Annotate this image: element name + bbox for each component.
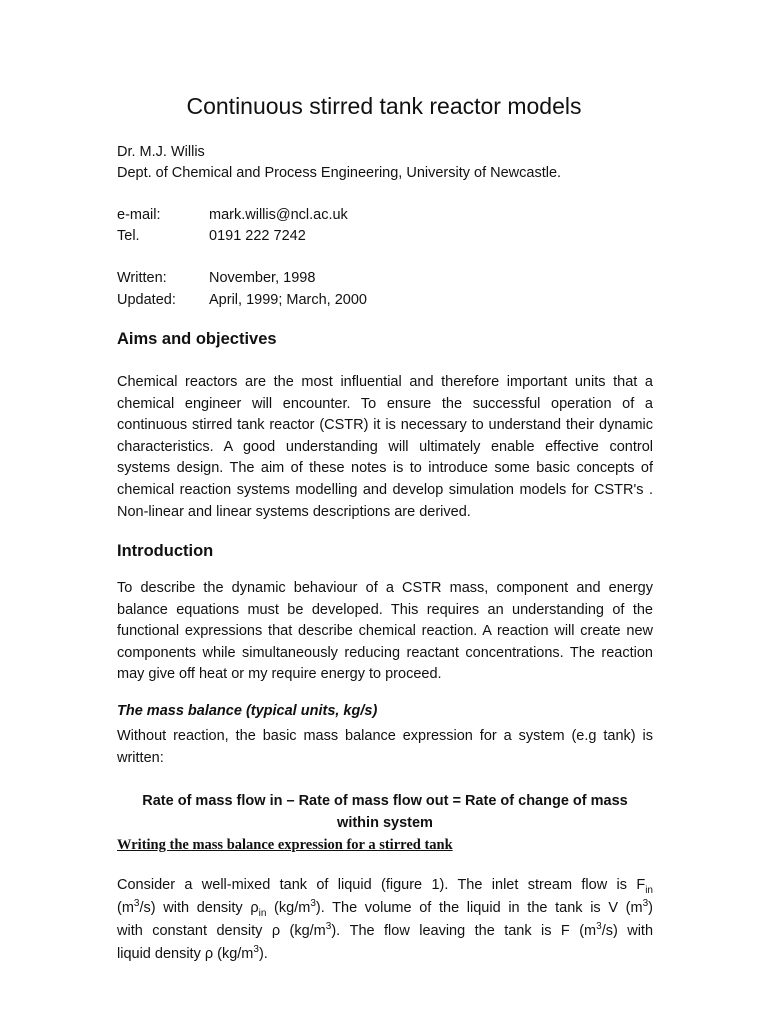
aims-paragraph: Chemical reactors are the most influential and therefore important units that a chemical engineer will encounter. To ensure the successful operation of a continuous stirred tank reactor (CSTR) it is necessary to understand their dynamic characteristics. A good understanding will ultimately enable effective control systems design. The aim of these notes is to introduce some basic concepts of chemical reaction systems modelling and develop simulation models for CSTR's . Non-linear and linear systems descriptions are derived. — [117, 374, 653, 520]
stirred-tank-paragraph — [117, 874, 653, 966]
paragraph-line: $(m^3/s)$ with density $\rho_{in}$ $(kg/m^3)$. The volume of the liquid in the tank is V $(m^3)$ — [117, 898, 653, 919]
introduction-heading: Introduction — [117, 542, 214, 560]
email-value: mark.willis@ncl.ac.uk — [209, 207, 348, 223]
aims-heading: Aims and objectives — [117, 330, 277, 348]
introduction-paragraph: To describe the dynamic behaviour of a CSTR mass, component and energy balance equations must be developed. This requires an understanding of the functional expressions that describe chemical reaction. A reaction will create new components while simultaneously reducing reactant concentrations. The reaction may give off heat or my require energy to proceed. — [117, 580, 653, 683]
stirred-tank-heading: Writing the mass balance expression for a stirred tank — [117, 837, 453, 853]
document-title: Continuous stirred tank reactor models — [186, 93, 582, 119]
paragraph-line: Consider a well-mixed tank of liquid (figure 1). The inlet stream flow is $F_{in}$ — [117, 877, 653, 896]
tel-label: Tel. — [117, 228, 140, 244]
written-label: Written: — [117, 270, 167, 286]
updated-value: April, 1999; March, 2000 — [209, 292, 367, 308]
paragraph-line: liquid density ρ $(kg/m^3)$. — [117, 944, 268, 962]
written-value: November, 1998 — [209, 270, 316, 286]
email-label: e-mail: — [117, 207, 161, 223]
tel-value: 0191 222 7242 — [209, 228, 306, 244]
equation-line-1: Rate of mass flow in – Rate of mass flow out = Rate of change of mass — [142, 793, 628, 809]
department: Dept. of Chemical and Process Engineering, University of Newcastle. — [117, 165, 562, 181]
updated-label: Updated: — [117, 292, 176, 308]
mass-balance-paragraph: Without reaction, the basic mass balance expression for a system (e.g tank) is written: — [117, 728, 653, 766]
mass-balance-heading: The mass balance (typical units, kg/s) — [117, 703, 378, 719]
equation-line-2: within system — [337, 815, 433, 831]
author: Dr. M.J. Willis — [117, 144, 205, 160]
paragraph-line: with constant density ρ $(kg/m^3)$. The flow leaving the tank is F $(m^3/s)$ with — [117, 921, 654, 939]
